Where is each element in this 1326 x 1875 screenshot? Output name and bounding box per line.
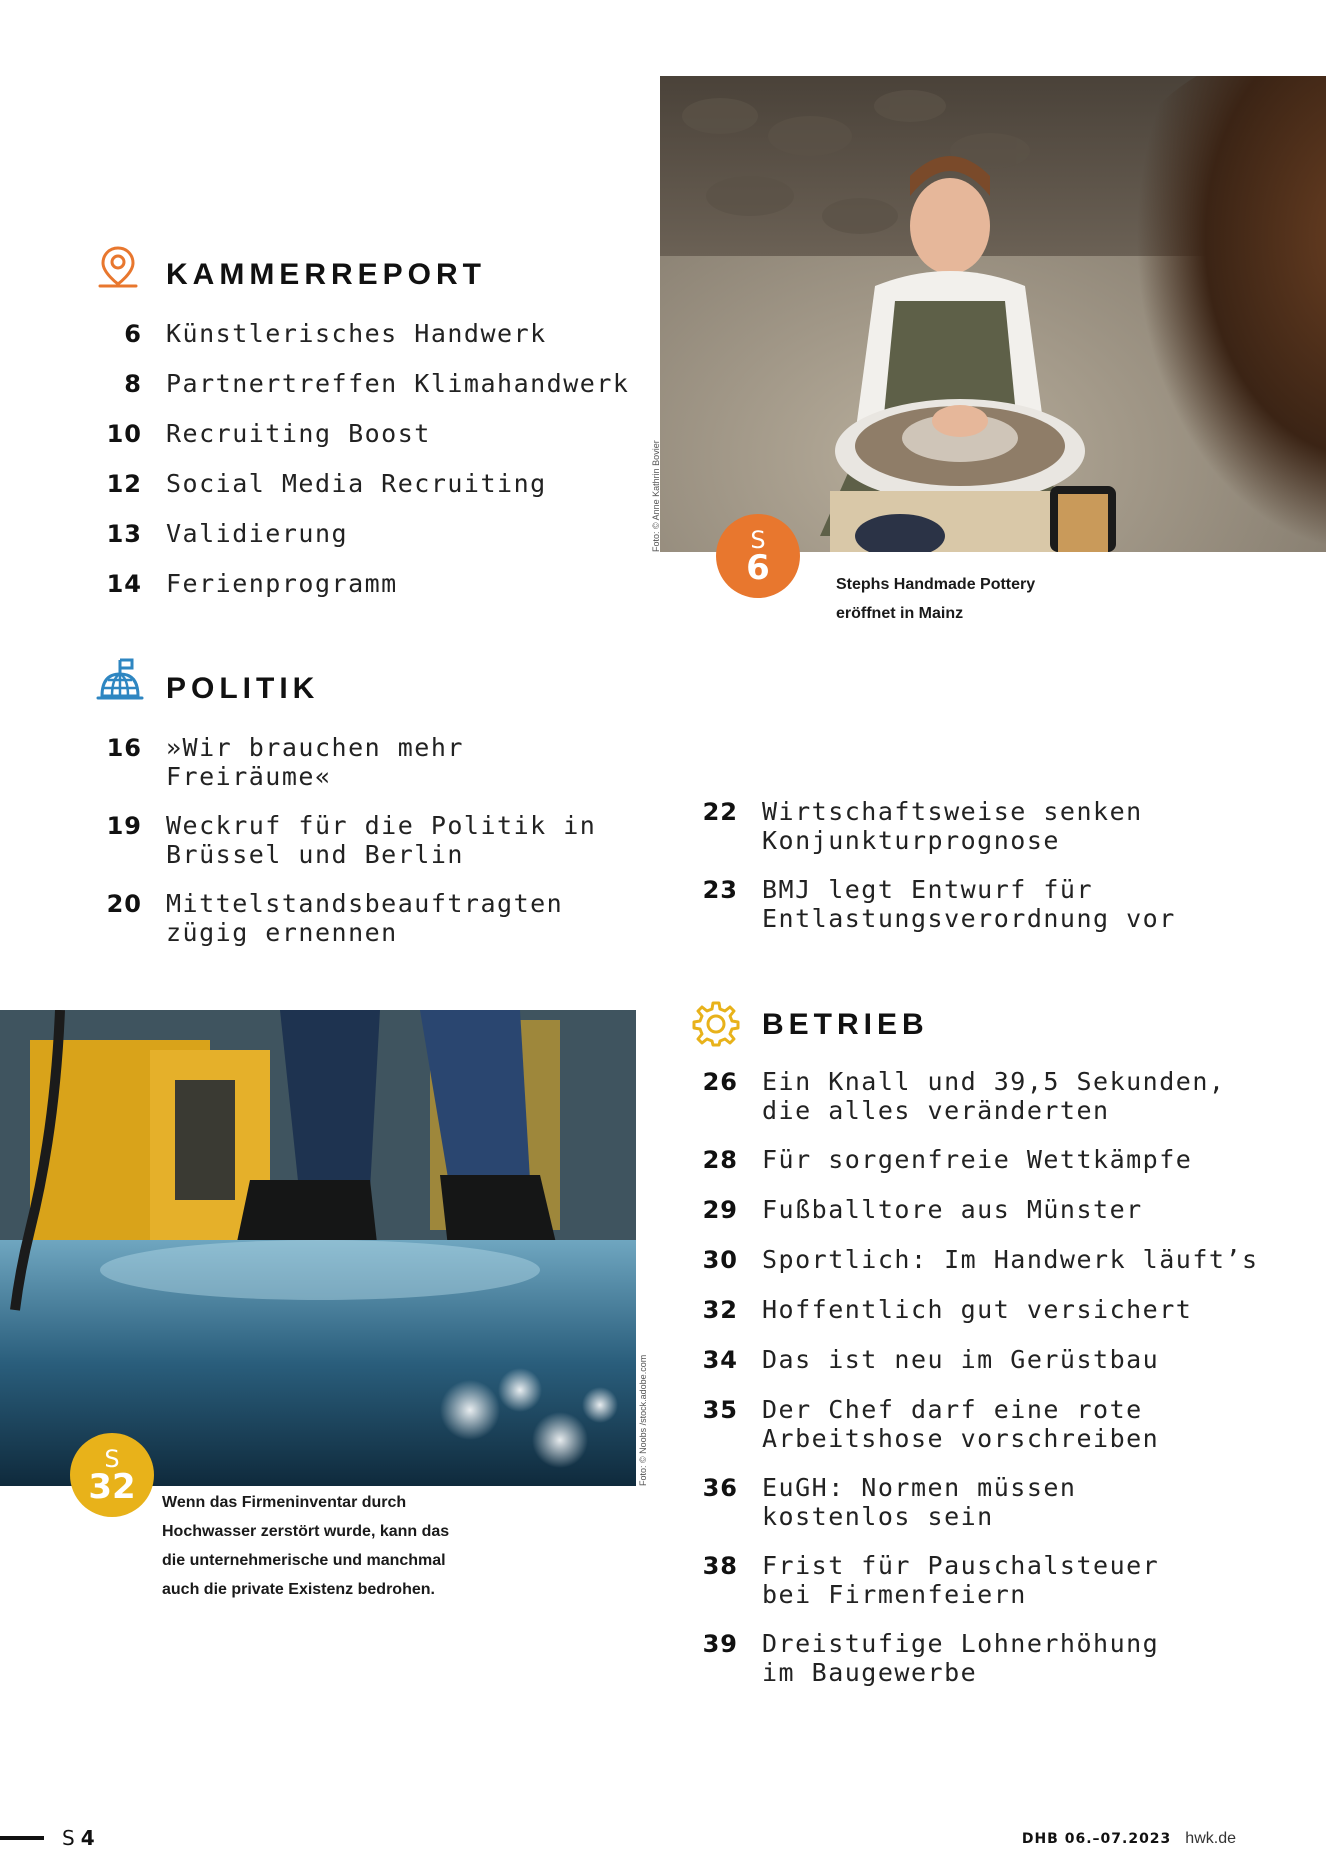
badge-number: 6 (746, 548, 770, 588)
toc-title: Wirtschaftsweise senken Konjunkturprognose (762, 797, 1143, 855)
toc-page-number: 13 (106, 520, 142, 548)
section-title-politik: POLITIK (166, 672, 320, 705)
toc-page-number: 16 (106, 734, 142, 762)
toc-page-number: 36 (702, 1474, 738, 1502)
page-footer-left (0, 1826, 95, 1850)
toc-page-number: 26 (702, 1068, 738, 1096)
toc-page-number: 32 (702, 1296, 738, 1324)
globe-flag-icon (96, 656, 144, 704)
page-footer-right (1022, 1830, 1236, 1848)
website-link[interactable]: hwk.de (1185, 1830, 1236, 1847)
photo-credit: Foto: © Anne Kathrin Bovier (651, 440, 661, 552)
toc-title: Frist für Pauschalsteuer bei Firmenfeiern (762, 1551, 1160, 1609)
toc-title: Ein Knall und 39,5 Sekunden, die alles veränderten (762, 1067, 1226, 1125)
toc-item[interactable] (82, 319, 547, 349)
flood-photo[interactable] (0, 1010, 636, 1486)
toc-page-number: 20 (106, 890, 142, 918)
page-prefix: S (62, 1826, 75, 1850)
toc-item[interactable] (678, 797, 1143, 855)
toc-item[interactable] (82, 369, 629, 399)
section-title-betrieb: BETRIEB (762, 1008, 929, 1041)
toc-item[interactable] (678, 1067, 1225, 1125)
toc-page-number: 35 (702, 1396, 738, 1424)
toc-page-number: 38 (702, 1552, 738, 1580)
toc-page-number: 22 (702, 798, 738, 826)
toc-title: Partnertreffen Klimahandwerk (166, 369, 630, 398)
flood-caption: Wenn das Firmeninventar durch Hochwasser zerstört wurde, kann das die unternehmerische und manchmal auch die private Existenz bedrohen. (162, 1494, 450, 1598)
toc-item[interactable] (678, 1395, 1159, 1453)
toc-item[interactable] (678, 1473, 1076, 1531)
toc-title: Hoffentlich gut versichert (762, 1295, 1193, 1324)
photo-credit: Foto: © Noobs /stock.adobe.com (638, 1354, 648, 1486)
toc-page-number: 28 (702, 1146, 738, 1174)
toc-title: Dreistufige Lohnerhöhung im Baugewerbe (762, 1629, 1160, 1687)
toc-item[interactable] (82, 889, 563, 947)
toc-page-number: 34 (702, 1346, 738, 1374)
toc-item[interactable] (678, 1195, 1143, 1225)
location-pin-icon (94, 244, 142, 292)
toc-page-number: 8 (124, 370, 142, 398)
toc-page-number: 6 (124, 320, 142, 348)
toc-title: Validierung (166, 519, 349, 548)
toc-title: EuGH: Normen müssen kostenlos sein (762, 1473, 1077, 1531)
toc-item[interactable] (678, 1629, 1159, 1687)
toc-title: Social Media Recruiting (166, 469, 547, 498)
badge-number: 32 (88, 1467, 136, 1507)
toc-item[interactable] (678, 1295, 1192, 1325)
toc-item[interactable] (678, 875, 1176, 933)
toc-item[interactable] (82, 569, 398, 599)
footer-rule (0, 1836, 44, 1840)
toc-title: BMJ legt Entwurf für Entlastungsverordnung vor (762, 875, 1176, 933)
gear-icon (692, 999, 740, 1047)
section-title-kammerreport: KAMMERREPORT (166, 258, 486, 291)
toc-title: Für sorgenfreie Wettkämpfe (762, 1145, 1193, 1174)
pottery-caption: Stephs Handmade Pottery eröffnet in Mainz (836, 576, 1036, 622)
toc-title: Das ist neu im Gerüstbau (762, 1345, 1160, 1374)
toc-item[interactable] (82, 419, 431, 449)
magazine-issue: DHB 06.–07.2023 (1021, 1831, 1172, 1847)
pottery-photo[interactable] (660, 76, 1326, 552)
toc-page-number: 39 (702, 1630, 738, 1658)
toc-title: Sportlich: Im Handwerk läuft’s (762, 1245, 1259, 1274)
toc-page-number: 23 (702, 876, 738, 904)
toc-item[interactable] (82, 469, 547, 499)
toc-title: »Wir brauchen mehr Freiräume« (166, 733, 464, 791)
toc-item[interactable] (678, 1145, 1192, 1175)
page-number: 4 (80, 1826, 95, 1850)
toc-item[interactable] (678, 1245, 1259, 1275)
toc-title: Fußballtore aus Münster (762, 1195, 1143, 1224)
toc-item[interactable] (678, 1345, 1159, 1375)
toc-page-number: 19 (106, 812, 142, 840)
toc-title: Weckruf für die Politik in Brüssel und Berlin (166, 811, 597, 869)
toc-item[interactable] (82, 519, 348, 549)
pottery-image (660, 76, 1326, 552)
toc-item[interactable] (82, 811, 596, 869)
page-badge-32[interactable] (70, 1433, 154, 1517)
toc-item[interactable] (678, 1551, 1159, 1609)
badge-prefix: S (750, 526, 766, 554)
toc-title: Künstlerisches Handwerk (166, 319, 547, 348)
toc-page-number: 12 (106, 470, 142, 498)
badge-prefix: S (104, 1445, 120, 1473)
toc-title: Recruiting Boost (166, 419, 431, 448)
flood-image (0, 1010, 636, 1486)
toc-page-number: 14 (106, 570, 142, 598)
toc-title: Der Chef darf eine rote Arbeitshose vorschreiben (762, 1395, 1160, 1453)
toc-page-number: 30 (702, 1246, 738, 1274)
toc-page-number: 29 (702, 1196, 738, 1224)
page-badge-6[interactable] (716, 514, 800, 598)
toc-item[interactable] (82, 733, 464, 791)
toc-title: Mittelstandsbeauftragten zügig ernennen (166, 889, 564, 947)
toc-page-number: 10 (106, 420, 142, 448)
toc-title: Ferienprogramm (166, 569, 398, 598)
